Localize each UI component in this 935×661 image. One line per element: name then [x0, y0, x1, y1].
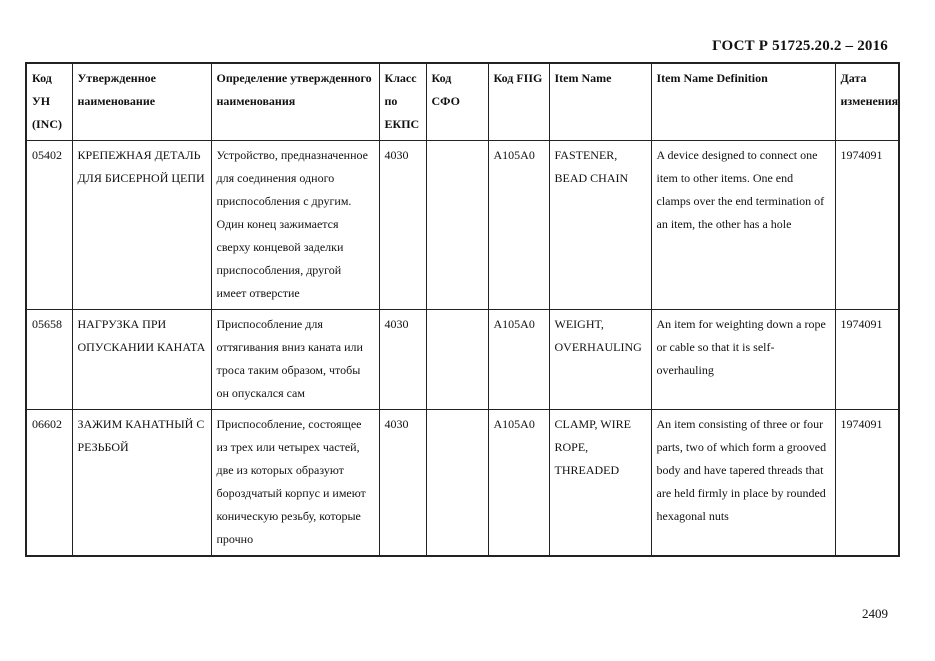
cell-inc: 06602: [26, 410, 72, 557]
cell-item-definition: An item consisting of three or four parts, two of which form a grooved body and have tapered threads that are held firmly in place by rounded hexagonal nuts: [651, 410, 835, 557]
cell-date: 1974091: [835, 141, 899, 310]
header-class: Класс по ЕКПС: [379, 63, 426, 141]
table-row: [26, 410, 899, 557]
cell-item-definition: An item for weighting down a rope or cable so that it is self-overhauling: [651, 310, 835, 410]
item-catalog-table: [25, 62, 900, 557]
header-item-definition: Item Name Definition: [651, 63, 835, 141]
cell-class: 4030: [379, 310, 426, 410]
cell-class: 4030: [379, 141, 426, 310]
header-sfo: Код СФО: [426, 63, 488, 141]
header-inc: Код УН (INC): [26, 63, 72, 141]
cell-fiig: A105A0: [488, 141, 549, 310]
cell-inc: 05658: [26, 310, 72, 410]
cell-item-name: WEIGHT, OVERHAULING: [549, 310, 651, 410]
table-header-row: [26, 63, 899, 141]
cell-inc: 05402: [26, 141, 72, 310]
header-approved-name: Утвержденное наименование: [72, 63, 211, 141]
standard-designation: ГОСТ Р 51725.20.2 – 2016: [712, 38, 888, 54]
cell-sfo: [426, 310, 488, 410]
cell-date: 1974091: [835, 410, 899, 557]
cell-item-name: CLAMP, WIRE ROPE, THREADED: [549, 410, 651, 557]
cell-name: КРЕПЕЖНАЯ ДЕТАЛЬ ДЛЯ БИСЕРНОЙ ЦЕПИ: [72, 141, 211, 310]
header-fiig: Код FIIG: [488, 63, 549, 141]
cell-definition: Устройство, предназначенное для соединения одного приспособления с другим. Один конец зажимается сверху концевой заделки приспособления, другой имеет отверстие: [211, 141, 379, 310]
table-row: [26, 310, 899, 410]
header-definition: Определение утвержденного наименования: [211, 63, 379, 141]
cell-item-name: FASTENER, BEAD CHAIN: [549, 141, 651, 310]
cell-sfo: [426, 410, 488, 557]
cell-fiig: A105A0: [488, 410, 549, 557]
cell-fiig: A105A0: [488, 310, 549, 410]
page-number: 2409: [862, 606, 888, 621]
cell-name: НАГРУЗКА ПРИ ОПУСКАНИИ КАНАТА: [72, 310, 211, 410]
cell-sfo: [426, 141, 488, 310]
cell-definition: Приспособление, состоящее из трех или четырех частей, две из которых образуют бороздчатый корпус и имеют коническую резьбу, которые прочно: [211, 410, 379, 557]
header-date: Дата изменения: [835, 63, 899, 141]
cell-item-definition: A device designed to connect one item to other items. One end clamps over the end termination of an item, the other has a hole: [651, 141, 835, 310]
cell-date: 1974091: [835, 310, 899, 410]
table-row: [26, 141, 899, 310]
cell-name: ЗАЖИМ КАНАТНЫЙ С РЕЗЬБОЙ: [72, 410, 211, 557]
cell-class: 4030: [379, 410, 426, 557]
header-item-name: Item Name: [549, 63, 651, 141]
cell-definition: Приспособление для оттягивания вниз каната или троса таким образом, чтобы он опускался сам: [211, 310, 379, 410]
